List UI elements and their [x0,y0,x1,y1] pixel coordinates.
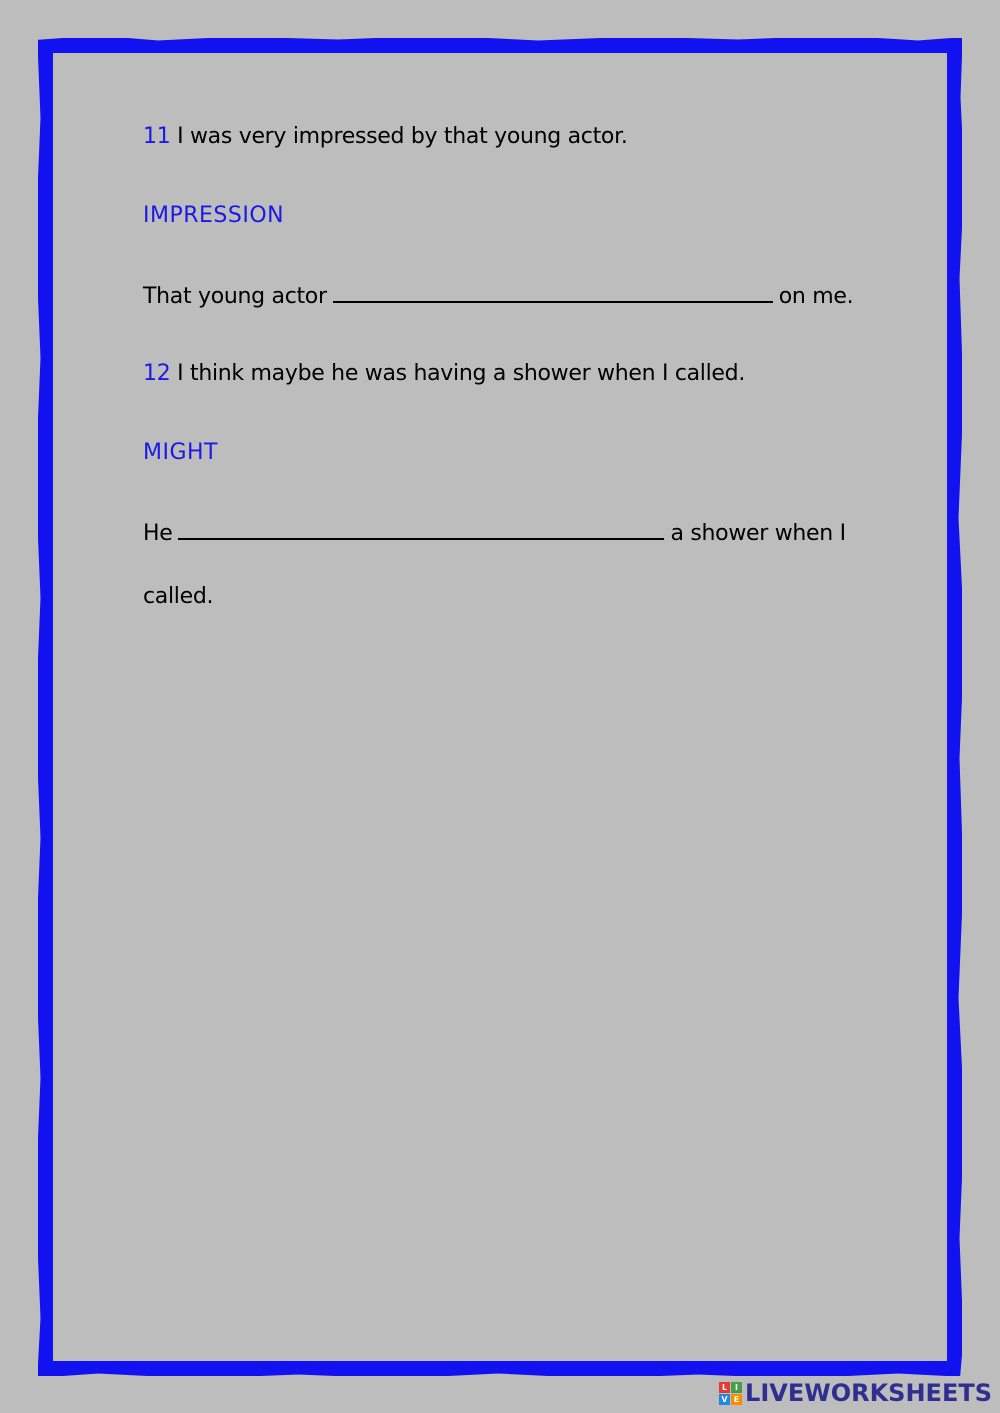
question-11-answer-blank[interactable] [333,281,773,303]
question-12-sentence [143,360,745,388]
logo-letter-l: L [719,1382,730,1393]
liveworksheets-brand-text: LIVEWORKSHEETS [745,1379,992,1407]
question-12-answer-blank[interactable] [178,518,664,540]
logo-letter-v: V [719,1394,730,1405]
question-11-text: I was very impressed by that young actor. [177,124,628,149]
question-11-answer-prefix: That young actor [143,284,327,309]
liveworksheets-brand [719,1379,992,1407]
question-12-answer-continuation: called. [143,584,214,609]
logo-letter-e: E [731,1394,742,1405]
question-12-answer-suffix: a shower when I [670,521,846,546]
question-12-keyword: MIGHT [143,440,218,465]
question-12-number: 12 [143,361,171,386]
question-11-number: 11 [143,124,171,149]
question-11-keyword: IMPRESSION [143,203,285,228]
question-11-sentence [143,123,628,151]
question-11-answer-line [143,281,853,311]
question-12-text: I think maybe he was having a shower when I called. [177,361,746,386]
logo-letter-i: I [731,1382,742,1393]
question-11-answer-suffix: on me. [778,284,854,309]
question-12-answer-prefix: He [143,521,173,546]
worksheet-frame [42,42,958,1372]
liveworksheets-logo-icon [719,1382,742,1405]
question-12-answer-line [143,518,846,548]
